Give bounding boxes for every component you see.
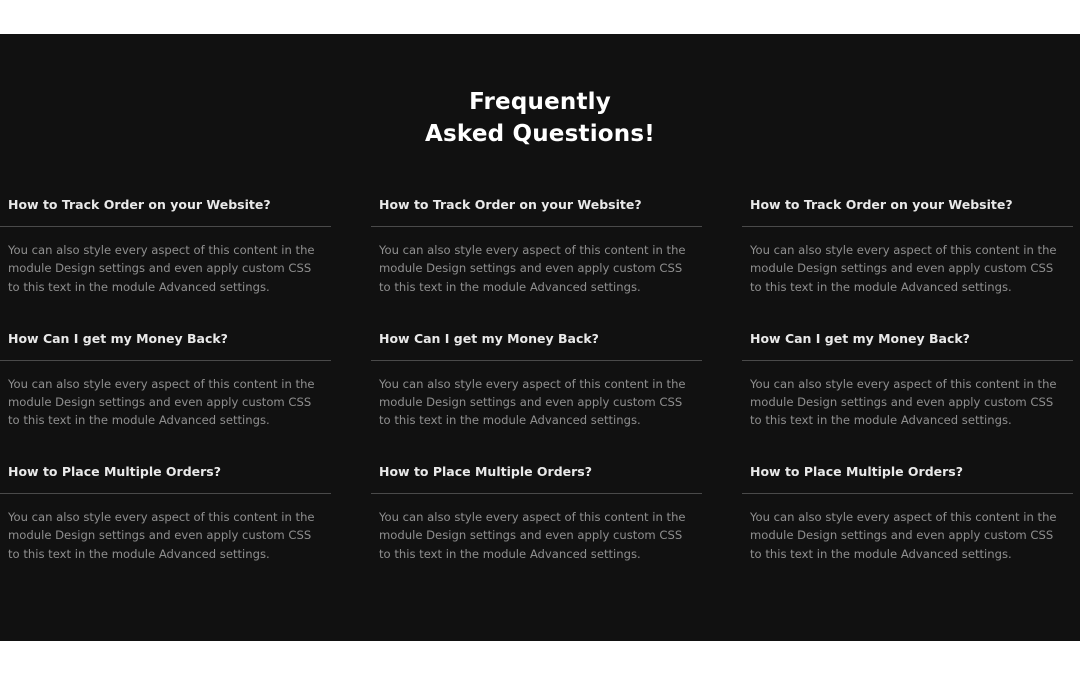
- faq-item[interactable]: [742, 194, 1073, 328]
- faq-question[interactable]: How Can I get my Money Back?: [750, 330, 970, 346]
- faq-question[interactable]: How to Place Multiple Orders?: [379, 464, 593, 479]
- faq-column-3: [742, 194, 1073, 595]
- faq-title-line-1: Frequently: [469, 89, 611, 115]
- faq-divider: [742, 493, 1073, 494]
- faq-item[interactable]: [0, 194, 331, 328]
- faq-question[interactable]: How to Track Order on your Website?: [8, 197, 271, 212]
- faq-question[interactable]: How Can I get my Money Back?: [8, 330, 228, 346]
- faq-divider: [371, 226, 702, 227]
- faq-answer: You can also style every aspect of this content in the module Design settings and even apply custom CSS to this text in the module Advanced settings.: [750, 243, 1057, 294]
- faq-answer: You can also style every aspect of this content in the module Design settings and even apply custom CSS to this text in the module Advanced settings.: [379, 510, 686, 561]
- faq-item[interactable]: [371, 194, 702, 328]
- faq-divider: [371, 493, 702, 494]
- faq-answer: You can also style every aspect of this content in the module Design settings and even apply custom CSS to this text in the module Advanced settings.: [379, 376, 686, 428]
- faq-item[interactable]: [371, 461, 702, 595]
- faq-divider: [0, 360, 331, 361]
- faq-answer: You can also style every aspect of this content in the module Design settings and even apply custom CSS to this text in the module Advanced settings.: [8, 376, 315, 428]
- faq-section: [0, 34, 1080, 641]
- faq-answer: You can also style every aspect of this content in the module Design settings and even apply custom CSS to this text in the module Advanced settings.: [8, 243, 315, 294]
- faq-divider: [371, 360, 702, 361]
- faq-question[interactable]: How to Place Multiple Orders?: [750, 464, 964, 479]
- faq-question[interactable]: How to Place Multiple Orders?: [8, 464, 222, 479]
- faq-item[interactable]: [0, 461, 331, 595]
- faq-answer: You can also style every aspect of this content in the module Design settings and even apply custom CSS to this text in the module Advanced settings.: [750, 510, 1057, 561]
- faq-divider: [742, 226, 1073, 227]
- faq-divider: [0, 226, 331, 227]
- faq-item[interactable]: [0, 328, 331, 462]
- faq-column-1: [0, 194, 331, 595]
- faq-answer: You can also style every aspect of this content in the module Design settings and even apply custom CSS to this text in the module Advanced settings.: [750, 376, 1057, 428]
- faq-item[interactable]: [742, 328, 1073, 462]
- faq-divider: [0, 493, 331, 494]
- faq-title-line-2: Asked Questions!: [425, 121, 655, 147]
- faq-column-2: [371, 194, 702, 595]
- faq-question[interactable]: How Can I get my Money Back?: [379, 330, 599, 346]
- faq-answer: You can also style every aspect of this content in the module Design settings and even apply custom CSS to this text in the module Advanced settings.: [379, 243, 686, 294]
- faq-title: [0, 86, 1080, 150]
- faq-answer: You can also style every aspect of this content in the module Design settings and even apply custom CSS to this text in the module Advanced settings.: [8, 510, 315, 561]
- faq-item[interactable]: [742, 461, 1073, 595]
- faq-divider: [742, 360, 1073, 361]
- faq-question[interactable]: How to Track Order on your Website?: [379, 197, 642, 212]
- faq-question[interactable]: How to Track Order on your Website?: [750, 197, 1013, 212]
- faq-item[interactable]: [371, 328, 702, 462]
